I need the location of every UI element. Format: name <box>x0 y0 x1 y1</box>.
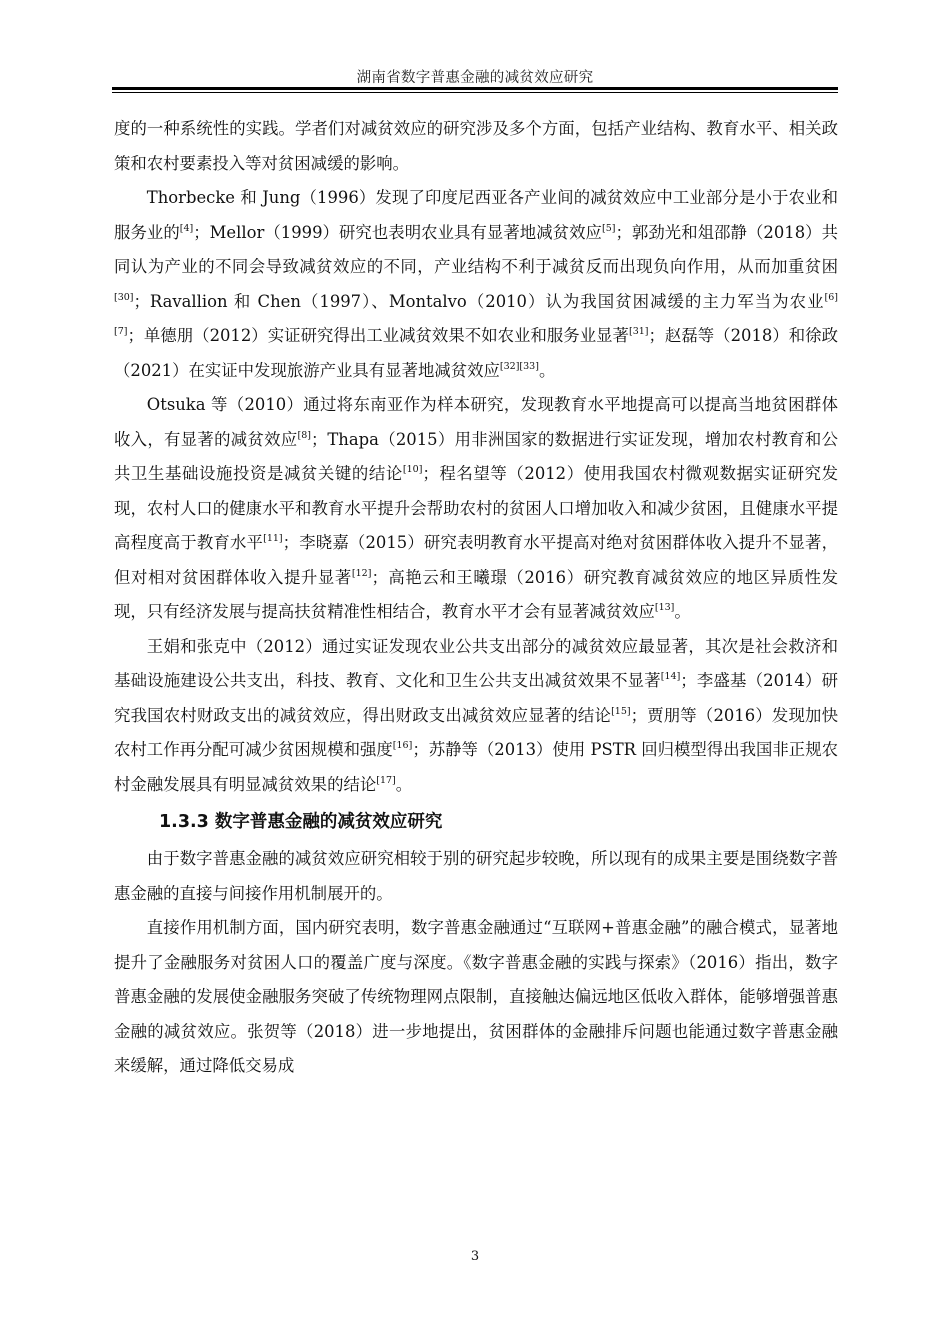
citation-ref: [32][33] <box>499 360 539 372</box>
citation-ref: [5] <box>602 222 616 234</box>
header-rule-thick <box>112 87 838 90</box>
header-rule-thin <box>112 92 838 93</box>
citation-ref: [10] <box>402 464 423 475</box>
section-heading: 1.3.3 数字普惠金融的减贫效应研究 <box>159 812 443 832</box>
citation-ref: [31] <box>628 326 649 337</box>
text-run: ；李晓嘉（2015）研究表明教育水平提高对绝对贫困群体收入提升不显著，但对相对贫困群体收入提升显著 <box>114 533 838 587</box>
citation-ref: [12] <box>351 567 372 579</box>
paragraph <box>114 181 838 388</box>
page-number: 3 <box>470 1249 480 1264</box>
text-run: 王娟和张克中（2012）通过实证发现农业公共支出部分的减贫效应最显著，其次是社会救济和基础设施建设公共支出，科技、教育、文化和卫生公共支出减贫效果不显著 <box>114 636 838 690</box>
text-run: ；Mellor（1999）研究也表明农业具有显著地减贫效应 <box>193 222 602 242</box>
text-run: ；单德朋（2012）实证研究得出工业减贫效果不如农业和服务业显著 <box>127 326 629 345</box>
paragraph: 由于数字普惠金融的减贫效应研究相较于别的研究起步较晚，所以现有的成果主要是围绕数字普惠金融的直接与间接作用机制展开的。 <box>114 849 838 903</box>
text-run: ；李盛基（2014）研究我国农村财政支出的减贫效应，得出财政支出减贫效应显著的结论 <box>114 671 838 725</box>
citation-ref: [15] <box>611 705 631 717</box>
paragraph <box>114 388 838 630</box>
citation-ref: [16] <box>392 740 413 751</box>
citation-ref: [6][7] <box>114 291 838 337</box>
paragraph <box>114 630 838 803</box>
text-run: Thorbecke 和 Jung（1996）发现了印度尼西亚各产业间的减贫效应中工业部分是小于农业和服务业的 <box>114 188 838 242</box>
text-run: 。 <box>674 602 691 621</box>
text-run: ；程名望等（2012）使用我国农村微观数据实证研究发现，农村人口的健康水平和教育水平提升会帮助农村的贫困人口增加收入和减少贫困，且健康水平提高程度高于教育水平 <box>114 464 839 552</box>
citation-ref: [17] <box>376 774 396 786</box>
text-run: ；Thapa（2015）用非洲国家的数据进行实证发现，增加农村教育和公共卫生基础设施投资是减贫关键的结论 <box>114 429 838 483</box>
citation-ref: [4] <box>179 222 194 234</box>
paragraph: 直接作用机制方面，国内研究表明，数字普惠金融通过“互联网+普惠金融”的融合模式，显著地提升了金融服务对贫困人口的覆盖广度与深度。《数字普惠金融的实践与探索》（2016）指出，数字普惠金融的发展使金融服务突破了传统物理网点限制，直接触达偏远地区低收入群体，能够增强普惠金融的减贫效应。张贺等（2018）进一步地提出，贫困群体的金融排斥问题也能通过数字普惠金融来缓解，通过降低交易成 <box>114 918 838 1075</box>
citation-ref: [14] <box>660 671 681 682</box>
text-run: ；郭劲光和俎邵静（2018）共同认为产业的不同会导致减贫效应的不同，产业结构不利于减贫反而出现负向作用，从而加重贫困 <box>114 222 839 276</box>
text-run: ；赵磊等（2018）和徐政（2021）在实证中发现旅游产业具有显著地减贫效应 <box>114 326 838 380</box>
paragraph <box>114 112 838 181</box>
citation-ref: [8] <box>297 429 311 441</box>
citation-ref: [11] <box>263 533 283 544</box>
text-run: Otsuka 等（2010）通过将东南亚作为样本研究，发现教育水平地提高可以提高当地贫困群体收入，有显著的减贫效应 <box>114 395 838 449</box>
text-run: ；苏静等（2013）使用 PSTR 回归模型得出我国非正规农村金融发展具有明显减贫效果的结论 <box>114 740 838 794</box>
running-header-title: 湖南省数字普惠金融的减贫效应研究 <box>356 70 594 86</box>
text-run: ；贾朋等（2016）发现加快农村工作再分配可减少贫困规模和强度 <box>114 705 838 759</box>
text-run: 度的一种系统性的实践。学者们对减贫效应的研究涉及多个方面，包括产业结构、教育水平、相关政策和农村要素投入等对贫困减缓的影响。 <box>114 119 838 173</box>
text-run: 。 <box>395 774 413 794</box>
citation-ref: [30] <box>114 291 134 303</box>
text-run: ；Ravallion 和 Chen（1997）、Montalvo（2010）认为我国贫困减缓的主力军当为农业 <box>133 291 825 311</box>
body-text <box>114 112 838 1084</box>
citation-ref: [13] <box>654 602 675 613</box>
text-run: ；高艳云和王曦璟（2016）研究教育减贫效应的地区异质性发现，只有经济发展与提高扶贫精准性相结合，教育水平才会有显著减贫效应 <box>114 567 838 621</box>
text-run: 。 <box>538 360 556 380</box>
